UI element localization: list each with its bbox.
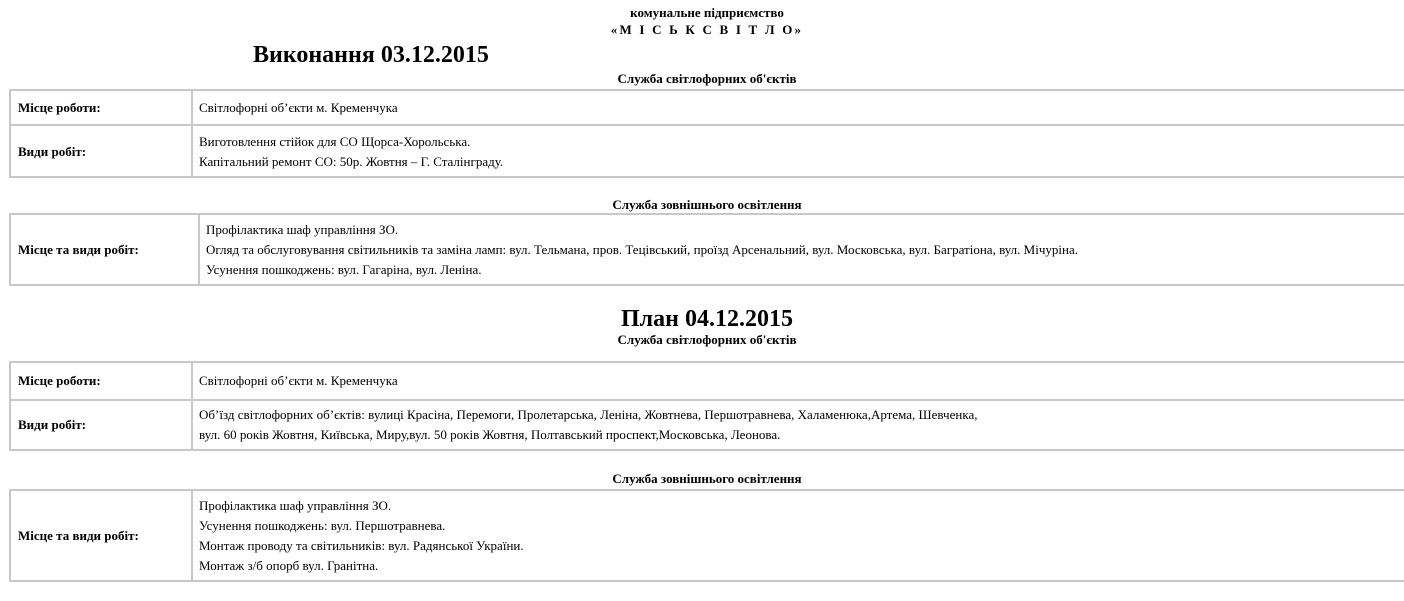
- row-label: Місце роботи:: [11, 91, 193, 124]
- execution-heading: Виконання 03.12.2015: [253, 42, 489, 68]
- execution-lighting-service-title: Служба зовнішнього освітлення: [612, 197, 802, 212]
- plan-traffic-service-title: Служба світлофорних об'єктів: [617, 332, 797, 347]
- value-line: вул. 60 років Жовтня, Київська, Миру,вул. 50 років Жовтня, Полтавський проспект,Московська, Леонова.: [199, 427, 781, 442]
- table-row: [11, 215, 1404, 284]
- row-label: Місце та види робіт:: [11, 215, 200, 284]
- value-line: Монтаж з/б опорб вул. Гранітна.: [199, 557, 379, 573]
- row-value: [193, 363, 1404, 399]
- row-value: [200, 215, 1404, 284]
- table-row: [11, 91, 1404, 124]
- value-line: Монтаж проводу та світильників: вул. Радянської України.: [199, 537, 524, 553]
- plan-lighting-table: [9, 489, 1404, 582]
- execution-lighting-table: [9, 213, 1404, 286]
- table-row: [11, 491, 1404, 580]
- row-value: [193, 491, 1404, 580]
- plan-lighting-service-title: Служба зовнішнього освітлення: [612, 471, 802, 486]
- execution-traffic-service-title: Служба світлофорних об'єктів: [617, 71, 797, 86]
- table-row: [11, 363, 1404, 399]
- row-value: [193, 91, 1404, 124]
- value-line: Усунення пошкоджень: вул. Першотравнева.: [199, 517, 446, 533]
- value-line: Світлофорні об’єкти м. Кременчука: [199, 373, 398, 388]
- value-line: Профілактика шаф управління ЗО.: [206, 221, 399, 237]
- row-label: Види робіт:: [11, 124, 193, 176]
- value-line: Усунення пошкоджень: вул. Гагаріна, вул. Леніна.: [206, 261, 482, 277]
- organization-name: «М І С Ь К С В І Т Л О»: [610, 22, 804, 37]
- row-label: Місце роботи:: [11, 363, 193, 399]
- value-line: Капітальний ремонт СО: 50р. Жовтня – Г. Сталінграду.: [199, 153, 504, 169]
- execution-traffic-table: [9, 89, 1404, 178]
- value-line: Виготовлення стійок для СО Щорса-Хорольська.: [199, 133, 471, 149]
- row-value: [193, 124, 1404, 176]
- organization-type: комунальне підприємство: [630, 5, 784, 20]
- plan-traffic-table: [9, 361, 1404, 451]
- row-label: Види робіт:: [11, 399, 193, 449]
- value-line: Огляд та обслуговування світильників та заміна ламп: вул. Тельмана, пров. Тецівський, проїзд Арсенальний, вул. Московська, вул. Багратіона, вул. Мічуріна.: [206, 241, 1078, 257]
- value-line: Світлофорні об’єкти м. Кременчука: [199, 99, 398, 115]
- row-value: [193, 399, 1404, 449]
- plan-heading: План 04.12.2015: [621, 306, 793, 332]
- table-row: [11, 124, 1404, 176]
- value-line: Об’їзд світлофорних об’єктів: вулиці Красіна, Перемоги, Пролетарська, Леніна, Жовтнева, Першотравнева, Халаменюка,Артема, Шевченка,: [199, 407, 978, 422]
- row-label: Місце та види робіт:: [11, 491, 193, 580]
- table-row: [11, 399, 1404, 449]
- value-line: Профілактика шаф управління ЗО.: [199, 497, 392, 513]
